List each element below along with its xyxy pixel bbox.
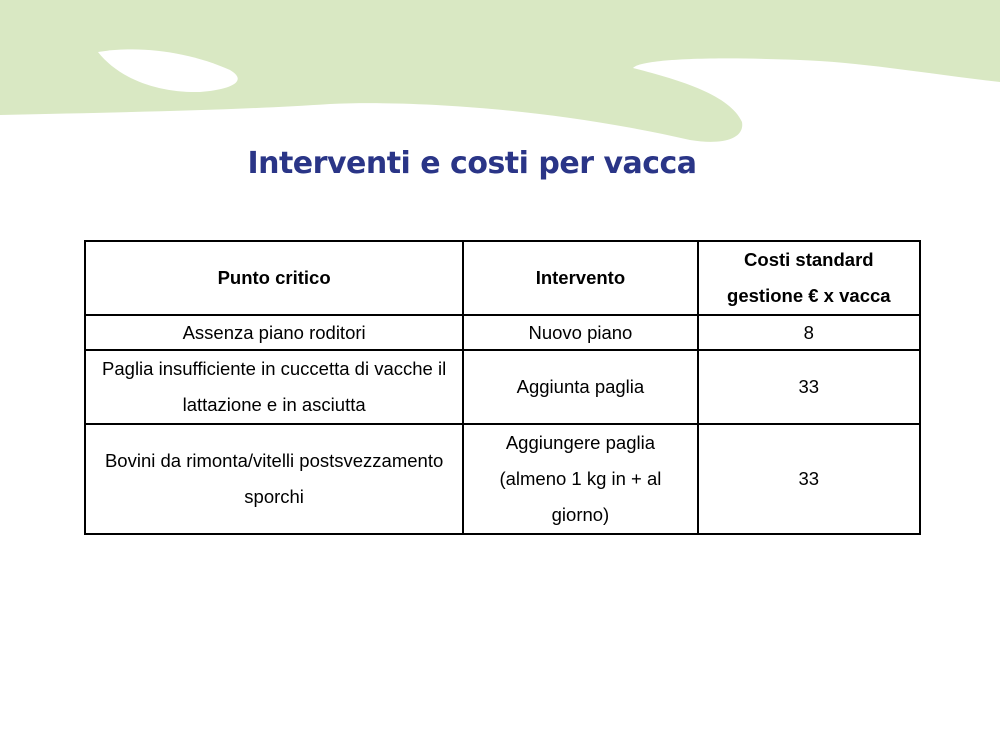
cell-costo: 8 — [698, 315, 920, 350]
cell-costo: 33 — [698, 424, 920, 534]
cell-costo: 33 — [698, 350, 920, 424]
cell-punto-critico: Bovini da rimonta/vitelli postsvezzamento sporchi — [85, 424, 463, 534]
header-punto-critico: Punto critico — [85, 241, 463, 315]
table-row — [85, 424, 920, 534]
costs-table — [84, 240, 921, 535]
cell-intervento: Nuovo piano — [463, 315, 697, 350]
page-title: Interventi e costi per vacca — [247, 146, 697, 181]
cell-intervento: Aggiungere paglia (almeno 1 kg in + al giorno) — [463, 424, 697, 534]
table-row — [85, 350, 920, 424]
cell-punto-critico: Assenza piano roditori — [85, 315, 463, 350]
table-header-row — [85, 241, 920, 315]
cell-punto-critico: Paglia insufficiente in cuccetta di vacche il lattazione e in asciutta — [85, 350, 463, 424]
table-row — [85, 315, 920, 350]
cell-intervento: Aggiunta paglia — [463, 350, 697, 424]
header-intervento: Intervento — [463, 241, 697, 315]
decorative-green-wave — [0, 0, 1000, 150]
header-costi-standard: Costi standard gestione € x vacca — [698, 241, 920, 315]
